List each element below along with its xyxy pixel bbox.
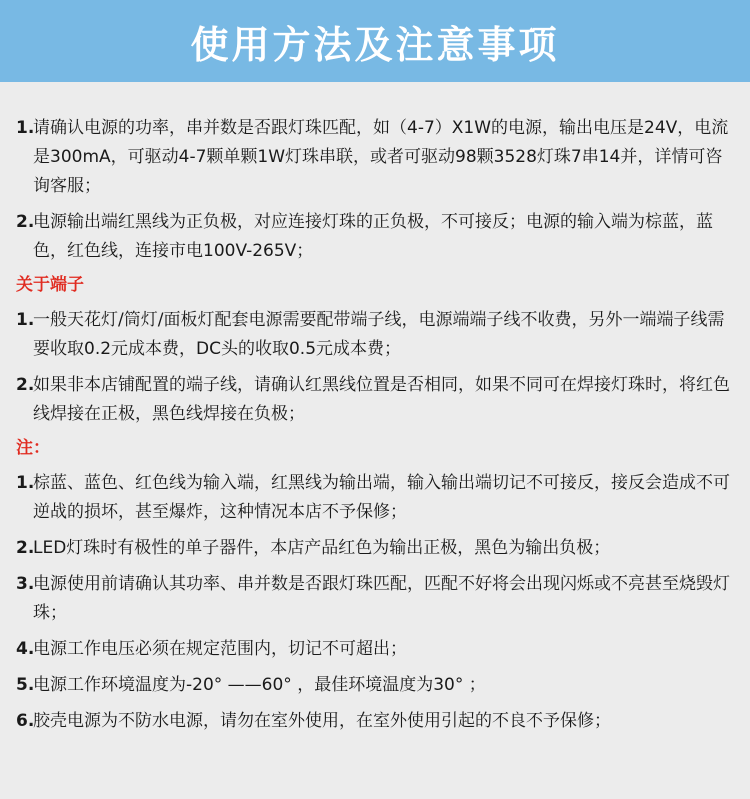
item-text: LED灯珠时有极性的单子器件，本店产品红色为输出正极，黑色为输出负极； [33,538,611,558]
item-text: 请确认电源的功率，串并数是否跟灯珠匹配，如（4-7）X1W的电源，输出电压是24V，电流是300mA，可驱动4-7颗单颗1W灯珠串联，或者可驱动98颗3528灯珠7串14并，详情可咨询客服； [33,118,729,196]
page-header [0,0,750,82]
list-item [16,469,736,527]
list-item [16,306,736,364]
item-number: 6. [16,711,35,731]
item-text: 电源工作电压必须在规定范围内，切记不可超出； [33,639,407,659]
item-text: 如果非本店铺配置的端子线，请确认红黑线位置是否相同，如果不同可在焊接灯珠时，将红色线焊接在正极，黑色线焊接在负极； [33,375,730,424]
item-text: 电源输出端红黑线为正负极，对应连接灯珠的正负极，不可接反；电源的输入端为棕蓝，蓝色，红色线，连接市电100V-265V； [33,212,713,261]
item-text: 棕蓝、蓝色、红色线为输入端，红黑线为输出端，输入输出端切记不可接反，接反会造成不可逆战的损坏，甚至爆炸，这种情况本店不予保修； [33,473,730,522]
page-title: 使用方法及注意事项 [190,22,560,67]
item-number: 4. [16,639,35,659]
list-item [16,635,736,664]
item-text: 电源工作环境温度为-20° ——60° ，最佳环境温度为30° ； [33,675,486,695]
item-number: 1. [16,310,35,330]
list-item [16,114,736,201]
list-item [16,371,736,429]
item-text: 胶壳电源为不防水电源，请勿在室外使用，在室外使用引起的不良不予保修； [33,711,611,731]
item-number: 1. [16,118,35,138]
list-item [16,208,736,266]
terminal-section-title: 关于端子 [16,275,84,295]
list-item [16,671,736,700]
list-item [16,570,736,628]
instructions-content [16,114,736,743]
item-number: 3. [16,574,35,594]
item-text: 一般天花灯/筒灯/面板灯配套电源需要配带端子线，电源端端子线不收费，另外一端端子线需要收取0.2元成本费，DC头的收取0.5元成本费； [33,310,725,359]
item-text: 电源使用前请确认其功率、串并数是否跟灯珠匹配，匹配不好将会出现闪烁或不亮甚至烧毁灯珠； [33,574,730,623]
list-item [16,707,736,736]
item-number: 2. [16,375,35,395]
item-number: 5. [16,675,35,695]
item-number: 1. [16,473,35,493]
list-item [16,534,736,563]
item-number: 2. [16,212,35,232]
item-number: 2. [16,538,35,558]
notes-section-title: 注： [16,438,50,458]
